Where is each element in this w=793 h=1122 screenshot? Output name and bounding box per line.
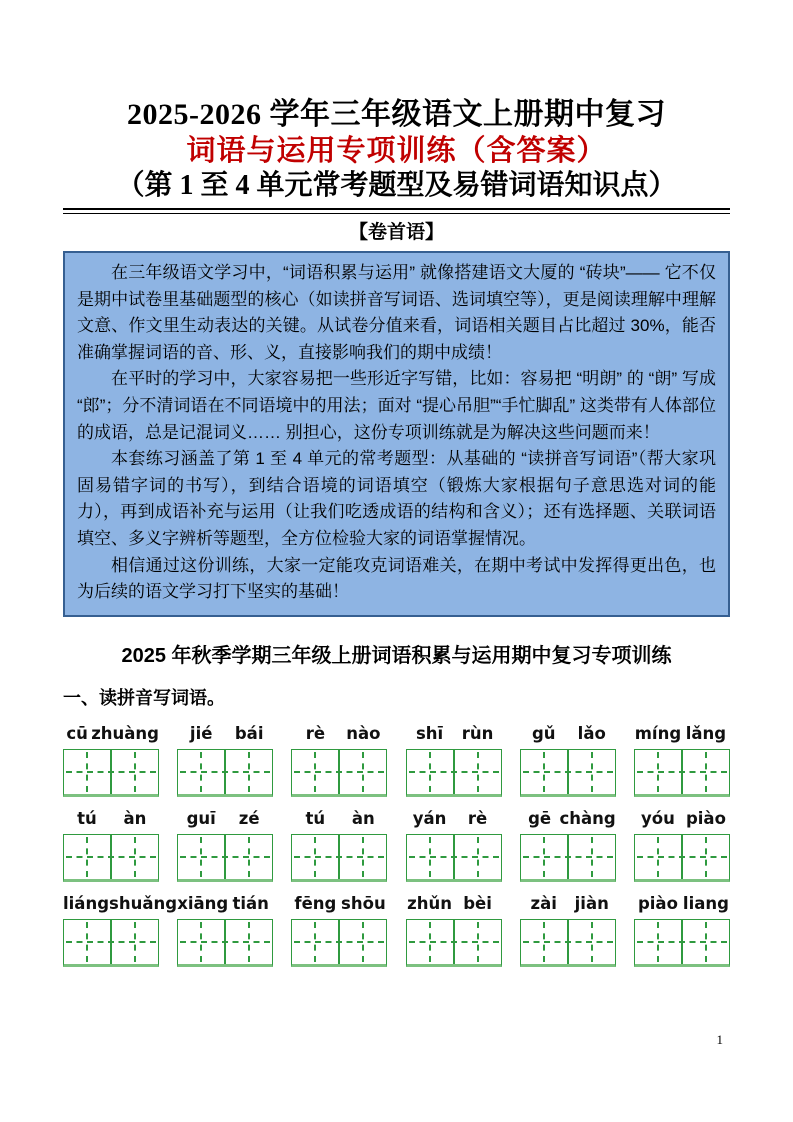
- pinyin-syllable: bèi: [463, 893, 492, 913]
- pinyin-syllable: shuǎng: [109, 893, 178, 913]
- pinyin-syllable: rùn: [461, 723, 494, 743]
- pinyin-syllable: tú: [77, 808, 97, 828]
- preface-box: [63, 251, 730, 617]
- writing-cell: [453, 920, 501, 964]
- writing-cell: [292, 750, 338, 794]
- pinyin-label: [177, 893, 273, 915]
- writing-cell: [567, 835, 615, 879]
- writing-cell: [110, 835, 158, 879]
- writing-cell: [110, 750, 158, 794]
- writing-cell: [453, 750, 501, 794]
- pinyin-label: [177, 723, 273, 745]
- writing-cell: [338, 750, 386, 794]
- pinyin-syllable: cū: [66, 723, 88, 743]
- preface-paragraph: 在三年级语文学习中，“词语积累与运用” 就像搭建语文大厦的 “砖块”—— 它不仅是期中试卷里基础题型的核心（如读拼音写词语、选词填空等），更是阅读理解中理解文意、作文里生动表达的关键。从试卷分值来看，词语相关题目占比超过 30%，能否准确掌握词语的音、形、义，直接影响我们的期中成绩！: [77, 263, 716, 362]
- pinyin-label: [63, 723, 159, 745]
- document-title-line3: （第 1 至 4 单元常考题型及易错词语知识点）: [116, 170, 677, 201]
- writing-grid-box: [63, 919, 159, 967]
- pinyin-grid-item: [406, 893, 502, 967]
- writing-cell: [635, 835, 681, 879]
- pinyin-label: [634, 808, 730, 830]
- pinyin-syllable: zhǔn: [407, 893, 452, 913]
- pinyin-grid-item: [291, 723, 387, 797]
- pinyin-grid-item: [63, 808, 159, 882]
- pinyin-syllable: yóu: [641, 808, 675, 828]
- pinyin-grid-item: [177, 723, 273, 797]
- writing-cell: [64, 835, 110, 879]
- pinyin-grid-item: [520, 723, 616, 797]
- pinyin-grid-item: [63, 893, 178, 967]
- writing-cell: [178, 835, 224, 879]
- writing-grid-box: [177, 749, 273, 797]
- pinyin-syllable: gǔ: [531, 723, 556, 743]
- pinyin-grid-item: [63, 723, 159, 797]
- pinyin-syllable: lǎo: [577, 723, 606, 743]
- writing-grid-box: [634, 834, 730, 882]
- writing-cell: [224, 750, 272, 794]
- pinyin-label: [63, 808, 159, 830]
- pinyin-label: [63, 893, 178, 915]
- pinyin-label: [520, 723, 616, 745]
- writing-cell: [292, 835, 338, 879]
- pinyin-syllable: chàng: [559, 808, 616, 828]
- pinyin-syllable: fēng: [294, 893, 337, 913]
- writing-grid-box: [291, 749, 387, 797]
- writing-cell: [567, 920, 615, 964]
- pinyin-row: [63, 723, 730, 797]
- pinyin-grid-item: [291, 808, 387, 882]
- writing-cell: [635, 920, 681, 964]
- pinyin-label: [406, 893, 502, 915]
- writing-cell: [407, 750, 453, 794]
- writing-cell: [681, 750, 729, 794]
- pinyin-syllable: yán: [412, 808, 447, 828]
- pinyin-syllable: rè: [467, 808, 488, 828]
- pinyin-syllable: lǎng: [685, 723, 727, 743]
- document-title-line1: 2025-2026 学年三年级语文上册期中复习: [127, 98, 666, 131]
- pinyin-syllable: guī: [186, 808, 216, 828]
- pinyin-grid-item: [634, 808, 730, 882]
- pinyin-label: [634, 893, 730, 915]
- pinyin-syllable: zhuàng: [91, 723, 159, 743]
- writing-grid-box: [291, 834, 387, 882]
- writing-cell: [178, 750, 224, 794]
- pinyin-syllable: shī: [415, 723, 444, 743]
- writing-grid-box: [63, 749, 159, 797]
- preface-paragraph: 相信通过这份训练，大家一定能攻克词语难关，在期中考试中发挥得更出色，也为后续的语文学习打下坚实的基础！: [77, 555, 716, 602]
- writing-grid-box: [406, 834, 502, 882]
- title-divider-double-rule: [63, 208, 730, 214]
- pinyin-grid: [63, 723, 730, 967]
- writing-cell: [681, 920, 729, 964]
- pinyin-syllable: àn: [123, 808, 147, 828]
- pinyin-syllable: piào: [637, 893, 678, 913]
- writing-cell: [224, 835, 272, 879]
- writing-cell: [178, 920, 224, 964]
- pinyin-syllable: liáng: [63, 893, 110, 913]
- pinyin-syllable: liang: [682, 893, 729, 913]
- writing-cell: [635, 750, 681, 794]
- preface-paragraph: 在平时的学习中，大家容易把一些形近字写错，比如：容易把 “明朗” 的 “朗” 写成 “郎”；分不清词语在不同语境中的用法；面对 “提心吊胆”“手忙脚乱” 这类带有人体部位的成语，总是记混词义…… 别担心，这份专项训练就是为解决这些问题而来！: [77, 369, 716, 442]
- writing-grid-box: [291, 919, 387, 967]
- pinyin-syllable: tú: [305, 808, 326, 828]
- worksheet-heading: 2025 年秋季学期三年级上册词语积累与运用期中复习专项训练: [121, 644, 672, 667]
- pinyin-label: [520, 893, 616, 915]
- pinyin-label: [291, 723, 387, 745]
- pinyin-syllable: gē: [528, 808, 552, 828]
- pinyin-grid-item: [291, 893, 387, 967]
- writing-cell: [453, 835, 501, 879]
- page-number: 1: [716, 1032, 723, 1047]
- document-title-line2: 词语与运用专项训练（含答案）: [186, 135, 607, 167]
- writing-cell: [681, 835, 729, 879]
- pinyin-syllable: míng: [634, 723, 682, 743]
- writing-cell: [338, 835, 386, 879]
- pinyin-syllable: piào: [685, 808, 726, 828]
- writing-cell: [224, 920, 272, 964]
- preface-section-label: 【卷首语】: [348, 222, 444, 243]
- pinyin-label: [406, 723, 502, 745]
- pinyin-grid-item: [520, 893, 616, 967]
- pinyin-label: [634, 723, 730, 745]
- pinyin-syllable: rè: [305, 723, 326, 743]
- writing-grid-box: [63, 834, 159, 882]
- writing-grid-box: [520, 749, 616, 797]
- writing-grid-box: [406, 919, 502, 967]
- writing-cell: [407, 920, 453, 964]
- writing-grid-box: [177, 834, 273, 882]
- pinyin-syllable: zé: [238, 808, 260, 828]
- pinyin-label: [291, 893, 387, 915]
- pinyin-syllable: nào: [346, 723, 381, 743]
- pinyin-grid-item: [177, 808, 273, 882]
- pinyin-grid-item: [520, 808, 616, 882]
- section-1-title: 一、读拼音写词语。: [63, 687, 225, 708]
- pinyin-grid-item: [177, 893, 273, 967]
- pinyin-syllable: xiāng: [177, 893, 229, 913]
- writing-cell: [292, 920, 338, 964]
- pinyin-syllable: tián: [232, 893, 269, 913]
- writing-grid-box: [520, 919, 616, 967]
- writing-grid-box: [406, 749, 502, 797]
- writing-grid-box: [634, 749, 730, 797]
- pinyin-label: [291, 808, 387, 830]
- pinyin-label: [406, 808, 502, 830]
- pinyin-row: [63, 893, 730, 967]
- writing-cell: [521, 920, 567, 964]
- pinyin-syllable: jiàn: [574, 893, 609, 913]
- pinyin-row: [63, 808, 730, 882]
- writing-cell: [64, 750, 110, 794]
- writing-cell: [110, 920, 158, 964]
- pinyin-grid-item: [634, 723, 730, 797]
- preface-paragraph: 本套练习涵盖了第 1 至 4 单元的常考题型：从基础的 “读拼音写词语”（帮大家巩固易错字词的书写），到结合语境的词语填空（锻炼大家根据句子意思选对词的能力），再到成语补充与运用（让我们吃透成语的结构和含义）；还有选择题、关联词语填空、多义字辨析等题型，全方位检验大家的词语掌握情况。: [77, 449, 716, 548]
- pinyin-grid-item: [406, 808, 502, 882]
- pinyin-syllable: àn: [351, 808, 375, 828]
- writing-grid-box: [520, 834, 616, 882]
- writing-cell: [64, 920, 110, 964]
- pinyin-grid-item: [406, 723, 502, 797]
- writing-cell: [521, 835, 567, 879]
- pinyin-grid-item: [634, 893, 730, 967]
- pinyin-label: [177, 808, 273, 830]
- writing-cell: [407, 835, 453, 879]
- pinyin-syllable: shōu: [341, 893, 386, 913]
- pinyin-label: [520, 808, 616, 830]
- writing-cell: [521, 750, 567, 794]
- writing-cell: [567, 750, 615, 794]
- pinyin-syllable: bái: [234, 723, 264, 743]
- pinyin-syllable: jié: [189, 723, 213, 743]
- pinyin-syllable: zài: [530, 893, 557, 913]
- writing-grid-box: [177, 919, 273, 967]
- writing-cell: [338, 920, 386, 964]
- writing-grid-box: [634, 919, 730, 967]
